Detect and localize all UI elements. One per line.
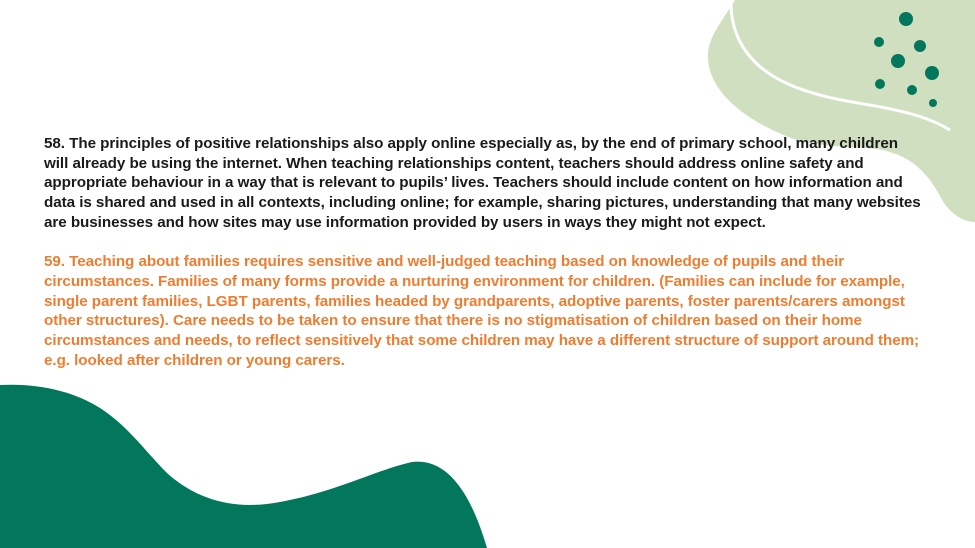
dot-5 (925, 66, 939, 80)
text-block (44, 134, 924, 370)
dot-6 (875, 79, 885, 89)
dot-4 (891, 54, 905, 68)
paragraph-58: 58. The principles of positive relationships also apply online especially as, by the end of primary school, many children will already be using the internet. When teaching relationships content, teachers should address online safety and appropriate behaviour in a way that is relevant to pupils’ lives. Teachers should include content on how information and data is shared and used in all contexts, including online; for example, sharing pictures, understanding that many websites are businesses and how sites may use information provided by users in ways they might not expect. (44, 135, 921, 231)
paragraph-59: 59. Teaching about families requires sensitive and well-judged teaching based on knowledge of pupils and their circumstances. Families of many forms provide a nurturing environment for children. (Families can include for example, single parent families, LGBT parents, families headed by grandparents, adoptive parents, foster parents/carers amongst other structures). Care needs to be taken to ensure that there is no stigmatisation of children based on their home circumstances and needs, to reflect sensitively that some children may have a different structure of support around them; e.g. looked after children or young carers. (44, 253, 920, 369)
dot-8 (929, 99, 937, 107)
dot-2 (874, 37, 884, 47)
dot-7 (907, 85, 917, 95)
dark-green-blob (0, 385, 487, 548)
dot-1 (899, 12, 913, 26)
dot-3 (914, 40, 926, 52)
